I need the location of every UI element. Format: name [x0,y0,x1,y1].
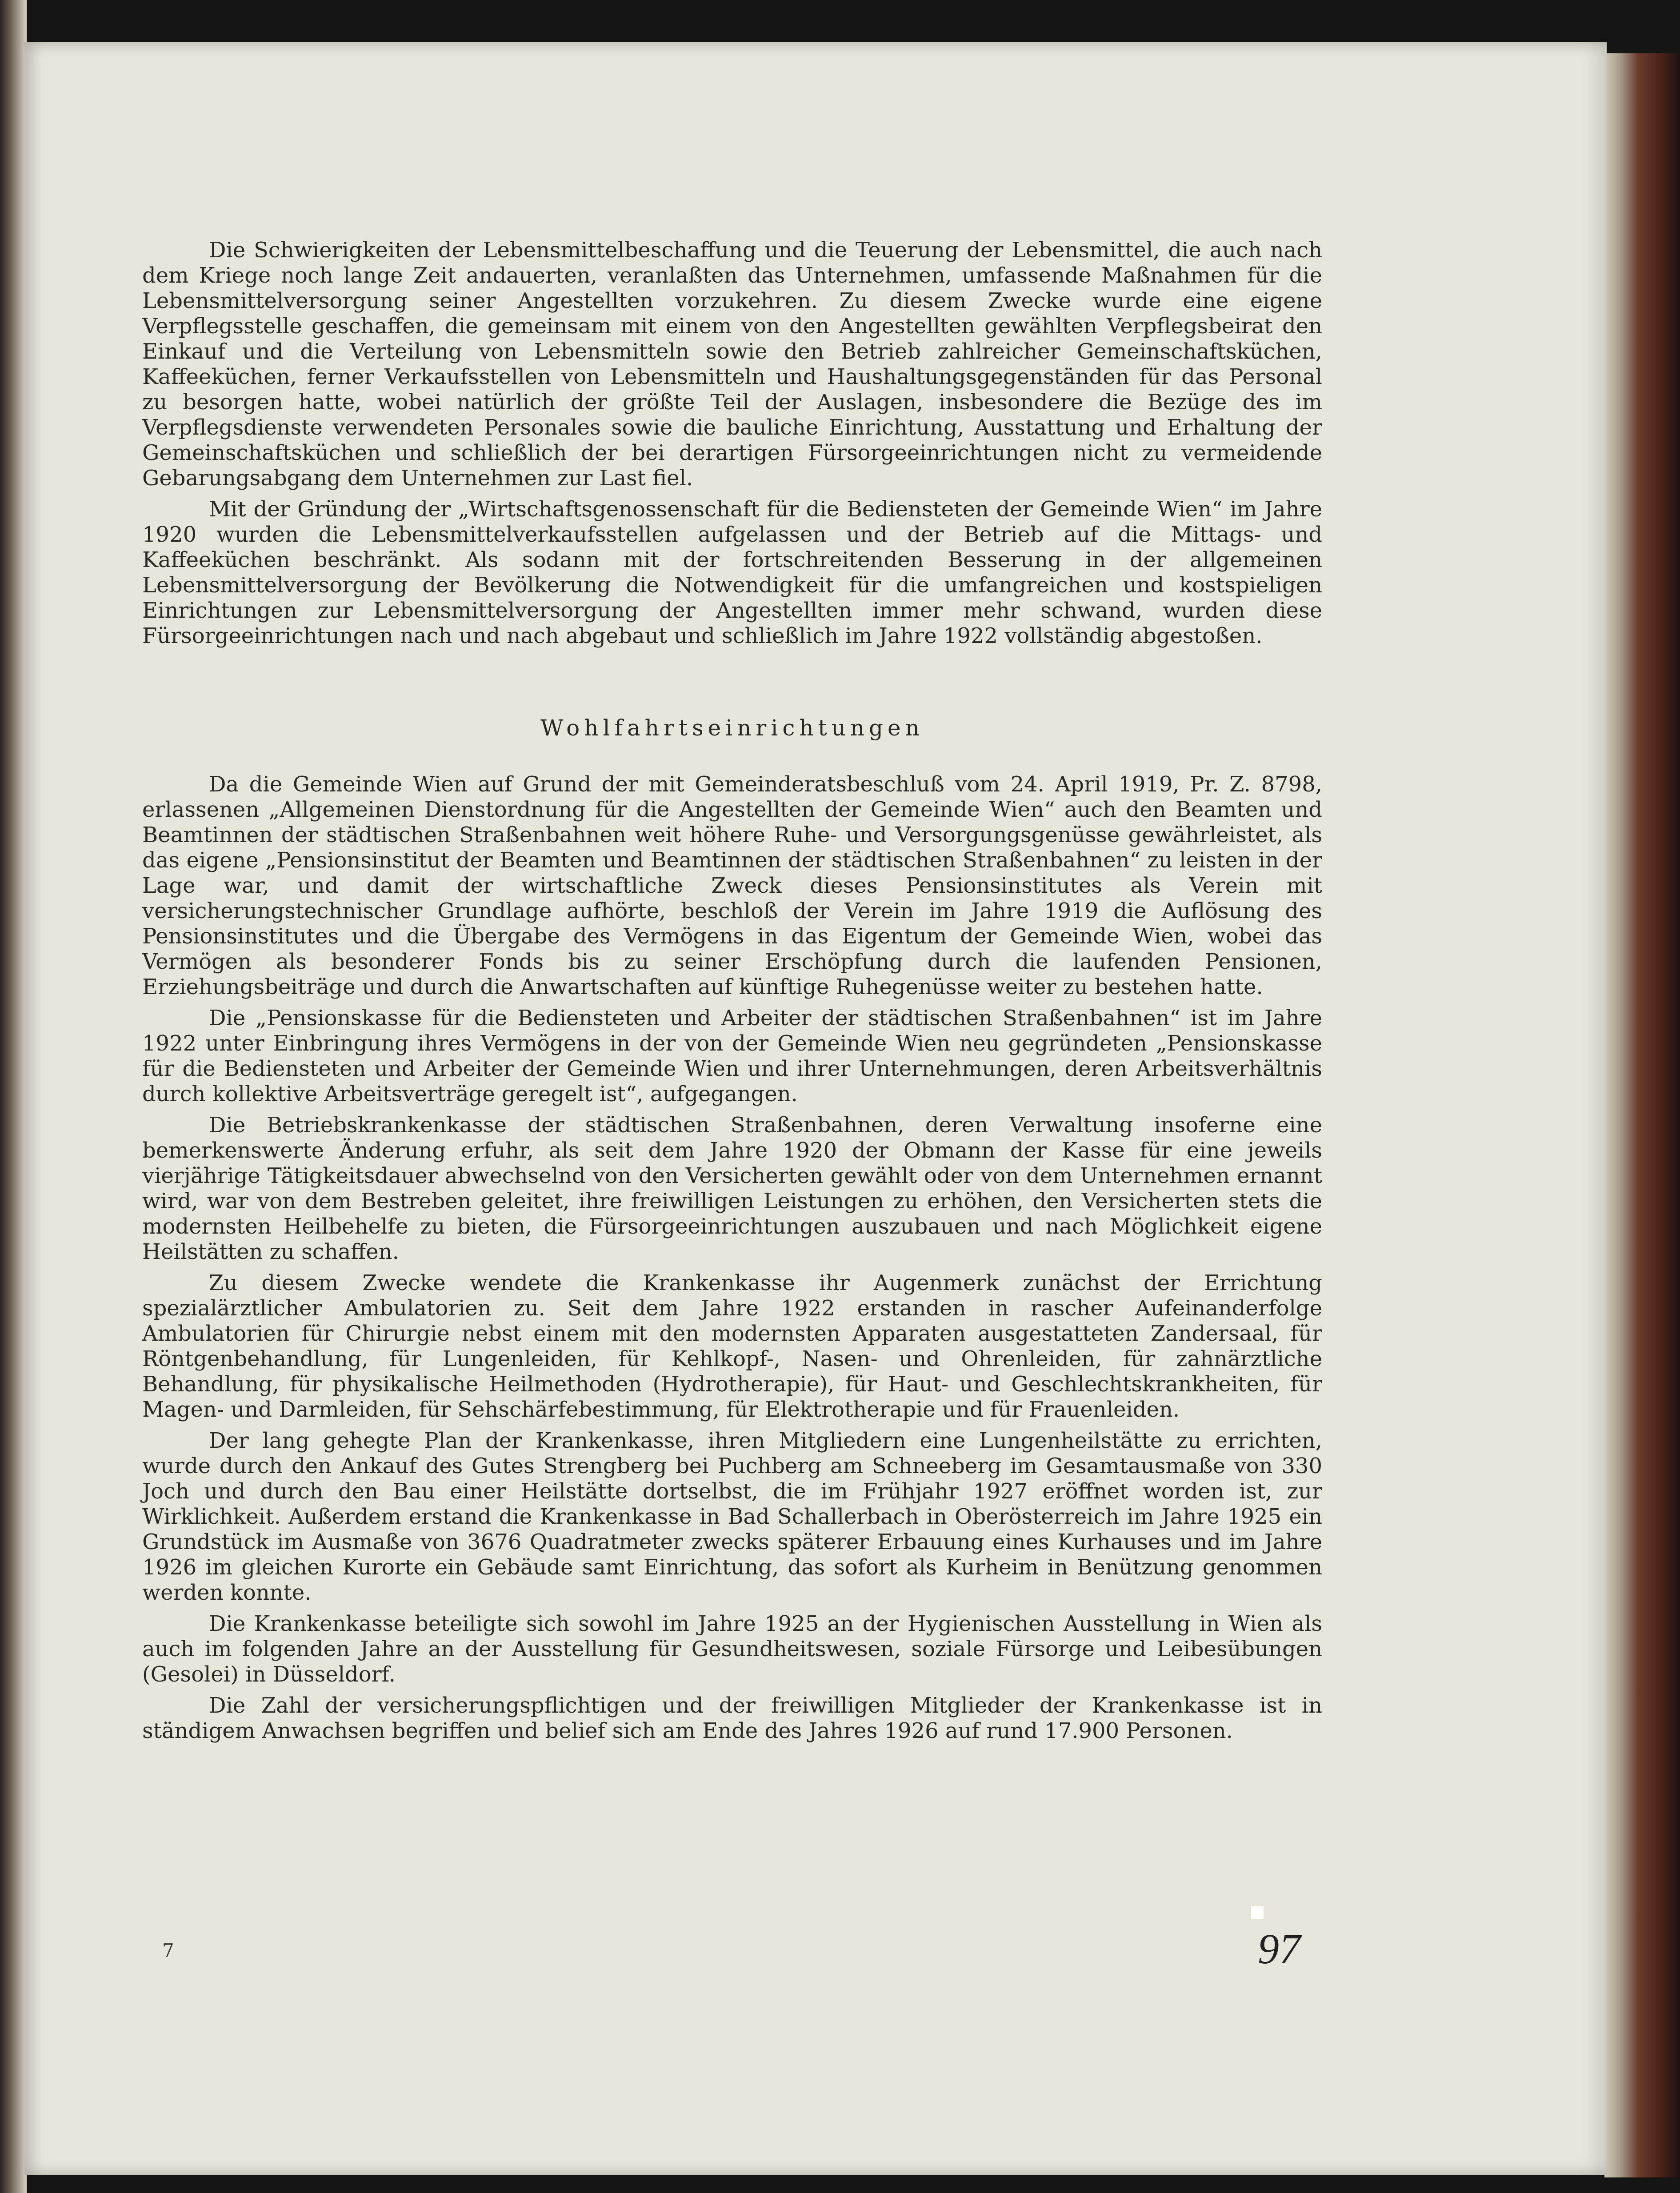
paragraph: Die Zahl der versicherungspflichtigen und der freiwilligen Mitglieder der Krankenkasse ist in ständigem Anwachsen begriffen und belief sich am Ende des Jahres 1926 auf rund 17.900 Personen. [142,1693,1322,1743]
paragraph: Der lang gehegte Plan der Krankenkasse, ihren Mitgliedern eine Lungenheilstätte zu errichten, wurde durch den Ankauf des Gutes Strengberg bei Puchberg am Schneeberg im Gesamtausmaße von 330 Joch und durch den Bau einer Heilstätte dortselbst, die im Frühjahr 1927 eröffnet worden ist, zur Wirklichkeit. Außerdem erstand die Krankenkasse in Bad Schallerbach in Oberösterreich im Jahre 1925 ein Grundstück im Ausmaße von 3676 Quadratmeter zwecks späterer Erbauung eines Kurhauses und im Jahre 1926 im gleichen Kurorte ein Gebäude samt Einrichtung, das sofort als Kurheim in Benützung genommen werden konnte. [142,1428,1322,1605]
paragraph: Da die Gemeinde Wien auf Grund der mit Gemeinderatsbeschluß vom 24. April 1919, Pr. Z. 8798, erlassenen „Allgemeinen Dienstordnung für die Angestellten der Gemeinde Wien“ auch den Beamten und Beamtinnen der städtischen Straßenbahnen weit höhere Ruhe- und Versorgungsgenüsse gewährleistet, als das eigene „Pensionsinstitut der Beamten und Beamtinnen der städtischen Straßenbahnen“ zu leisten in der Lage war, und damit der wirtschaftliche Zweck dieses Pensionsinstitutes als Verein mit versicherungstechnischer Grundlage aufhörte, beschloß der Verein im Jahre 1919 die Auflösung des Pensionsinstitutes und die Übergabe des Vermögens in das Eigentum der Gemeinde Wien, wobei das Vermögen als besonderer Fonds bis zu seiner Erschöpfung durch die laufenden Pensionen, Erziehungsbeiträge und durch die Anwartschaften auf künftige Ruhegenüsse weiter zu bestehen hatte. [142,772,1322,999]
paragraph: Die Betriebskrankenkasse der städtischen Straßenbahnen, deren Verwaltung insoferne eine bemerkenswerte Änderung erfuhr, als seit dem Jahre 1920 der Obmann der Kasse für eine jeweils vierjährige Tätigkeitsdauer abwechselnd von den Versicherten gewählt oder von dem Unternehmen ernannt wird, war von dem Bestreben geleitet, ihre freiwilligen Leistungen zu erhöhen, den Versicherten stets die modernsten Heilbehelfe zu bieten, die Fürsorgeeinrichtungen auszubauen und nach Möglichkeit eigene Heilstätten zu schaffen. [142,1113,1322,1264]
paragraph: Die Schwierigkeiten der Lebensmittelbeschaffung und die Teuerung der Lebensmittel, die auch nach dem Kriege noch lange Zeit andauerten, veranlaßten das Unternehmen, umfassende Maßnahmen für die Lebensmittelversorgung seiner Angestellten vorzukehren. Zu diesem Zwecke wurde eine eigene Verpflegsstelle geschaffen, die gemeinsam mit einem von den Angestellten gewählten Verpflegsbeirat den Einkauf und die Verteilung von Lebensmitteln sowie den Betrieb zahlreicher Gemeinschaftsküchen, Kaffeeküchen, ferner Verkaufsstellen von Lebensmitteln und Haushaltungsgegenständen für das Personal zu besorgen hatte, wobei natürlich der größte Teil der Auslagen, insbesondere die Bezüge des im Verpflegsdienste verwendeten Personales sowie die bauliche Einrichtung, Ausstattung und Erhaltung der Gemeinschaftsküchen und schließlich der bei derartigen Fürsorgeeinrichtungen nicht zu vermeidende Gebarungsabgang dem Unternehmen zur Last fiel. [142,238,1322,491]
facing-page-edge [0,0,27,2193]
section-heading: Wohlfahrtseinrichtungen [540,715,924,741]
signature-mark: 7 [162,1940,174,1961]
scan-speck [1251,1906,1264,1919]
paragraph: Zu diesem Zwecke wendete die Krankenkasse ihr Augenmerk zunächst der Errichtung spezialärztlicher Ambulatorien zu. Seit dem Jahre 1922 erstanden in rascher Aufeinanderfolge Ambulatorien für Chirurgie nebst einem mit den modernsten Apparaten ausgestatteten Zandersaal, für Röntgenbehandlung, für Lungenleiden, für Kehlkopf-, Nasen- und Ohrenleiden, für zahnärztliche Behandlung, für physikalische Heilmethoden (Hydrotherapie), für Haut- und Geschlechtskrankheiten, für Magen- und Darmleiden, für Sehschärfebestimmung, für Elektrotherapie und für Frauenleiden. [142,1270,1322,1422]
book-page [24,42,1607,2175]
paragraph: Die „Pensionskasse für die Bediensteten und Arbeiter der städtischen Straßenbahnen“ ist im Jahre 1922 unter Einbringung ihres Vermögens in der von der Gemeinde Wien neu gegründeten „Pensionskasse für die Bediensteten und Arbeiter der Gemeinde Wien und ihrer Unternehmungen, deren Arbeitsverhältnis durch kollektive Arbeitsverträge geregelt ist“, aufgegangen. [142,1006,1322,1106]
body-text [142,238,1322,1750]
paragraph: Mit der Gründung der „Wirtschaftsgenossenschaft für die Bediensteten der Gemeinde Wien“ im Jahre 1920 wurden die Lebensmittelverkaufsstellen aufgelassen und der Betrieb auf die Mittags- und Kaffeeküchen beschränkt. Als sodann mit der fortschreitenden Besserung in der allgemeinen Lebensmittelversorgung der Bevölkerung die Notwendigkeit für die umfangreichen und kostspieligen Einrichtungen zur Lebensmittelversorgung der Angestellten immer mehr schwand, wurden diese Fürsorgeeinrichtungen nach und nach abgebaut und schließlich im Jahre 1922 vollständig abgestoßen. [142,497,1322,648]
book-cover-edge [1604,53,1680,2177]
paragraph: Die Krankenkasse beteiligte sich sowohl im Jahre 1925 an der Hygienischen Ausstellung in Wien als auch im folgenden Jahre an der Ausstellung für Gesundheitswesen, soziale Fürsorge und Leibesübungen (Gesolei) in Düsseldorf. [142,1611,1322,1687]
page-number: 97 [1258,1925,1300,1973]
